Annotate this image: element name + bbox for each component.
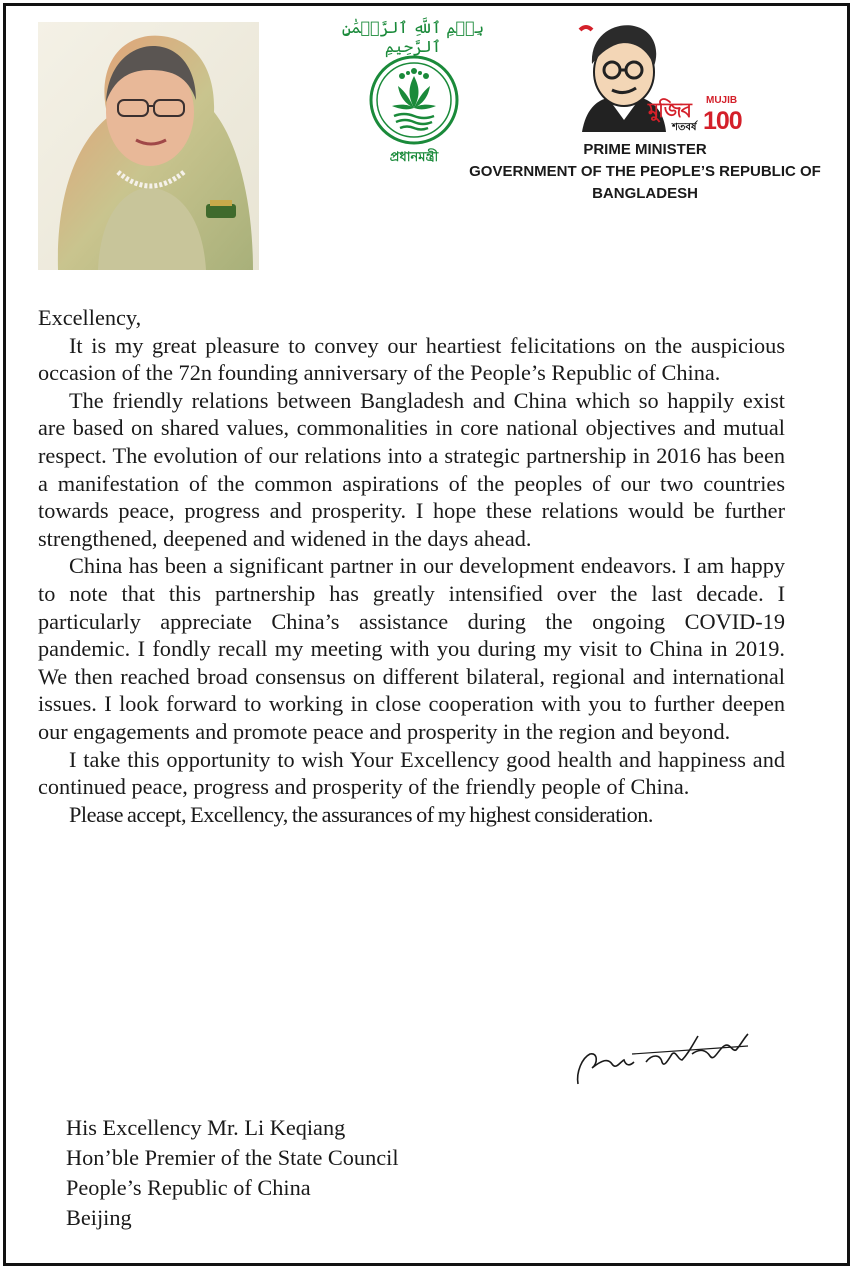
mujib-logo-english: MUJIB [706,95,738,106]
recipient-line-4: Beijing [66,1205,132,1230]
mujib-logo-centenary-bengali: শতবর্ষ [672,122,697,133]
salutation: Excellency, [38,305,142,330]
recipient-line-1: His Excellency Mr. Li Keqiang [66,1115,346,1140]
paragraph-1: It is my great pleasure to convey our heartiest felicitations on the auspicious occasion of the 72n founding anniversary of the People’s Republic of China. [38,332,785,386]
government-emblem-icon [368,54,460,146]
letterhead-title [440,139,850,205]
recipient-line-2: Hon’ble Premier of the State Council [66,1145,399,1170]
recipient-line-3: People’s Republic of China [66,1175,311,1200]
bismillah-calligraphy: بِسۡمِ ٱللَّهِ ٱلرَّحۡمَٰنِ ٱلرَّحِيمِ [341,18,485,56]
handwritten-signature [572,1024,752,1090]
pm-title: PRIME MINISTER [583,141,707,158]
closing-line: Please accept, Excellency, the assurances of my highest consideration. [69,801,653,827]
government-line-1: GOVERNMENT OF THE PEOPLE’S REPUBLIC OF [469,163,821,180]
paragraph-4: I take this opportunity to wish Your Excellency good health and happiness and continued peace, progress and prosperity of the friendly people of China. [38,746,785,800]
mujib-logo-100: 100 [703,107,742,135]
office-name-bengali: প্রধানমন্ত্রী [389,150,439,165]
mujib-logo-bengali: মুজিব [648,98,691,122]
prime-minister-portrait [38,22,259,270]
recipient-address [66,1113,566,1233]
letter-body [38,304,785,828]
paragraph-2: The friendly relations between Bangladesh and China which so happily exist are based on shared values, commonalities in core national objectives and mutual respect. The evolution of our relations into a strategic partnership in 2016 has been a manifestation of the common aspirations of the peoples of our two countries towards peace, progress and prosperity. I hope these relations would be further strengthened, deepened and widened in the days ahead. [38,387,785,551]
paragraph-3: China has been a significant partner in our development endeavors. I am happy to note that this partnership has greatly intensified over the last decade. I particularly appreciate China’s assistance during the ongoing COVID-19 pandemic. I fondly recall my meeting with you during my visit to China in 2019. We then reached broad consensus on different bilateral, regional and international issues. I look forward to working in close cooperation with you to further deepen our engagements and promote peace and prosperity in the region and beyond. [38,553,785,744]
government-line-2: BANGLADESH [592,185,698,202]
